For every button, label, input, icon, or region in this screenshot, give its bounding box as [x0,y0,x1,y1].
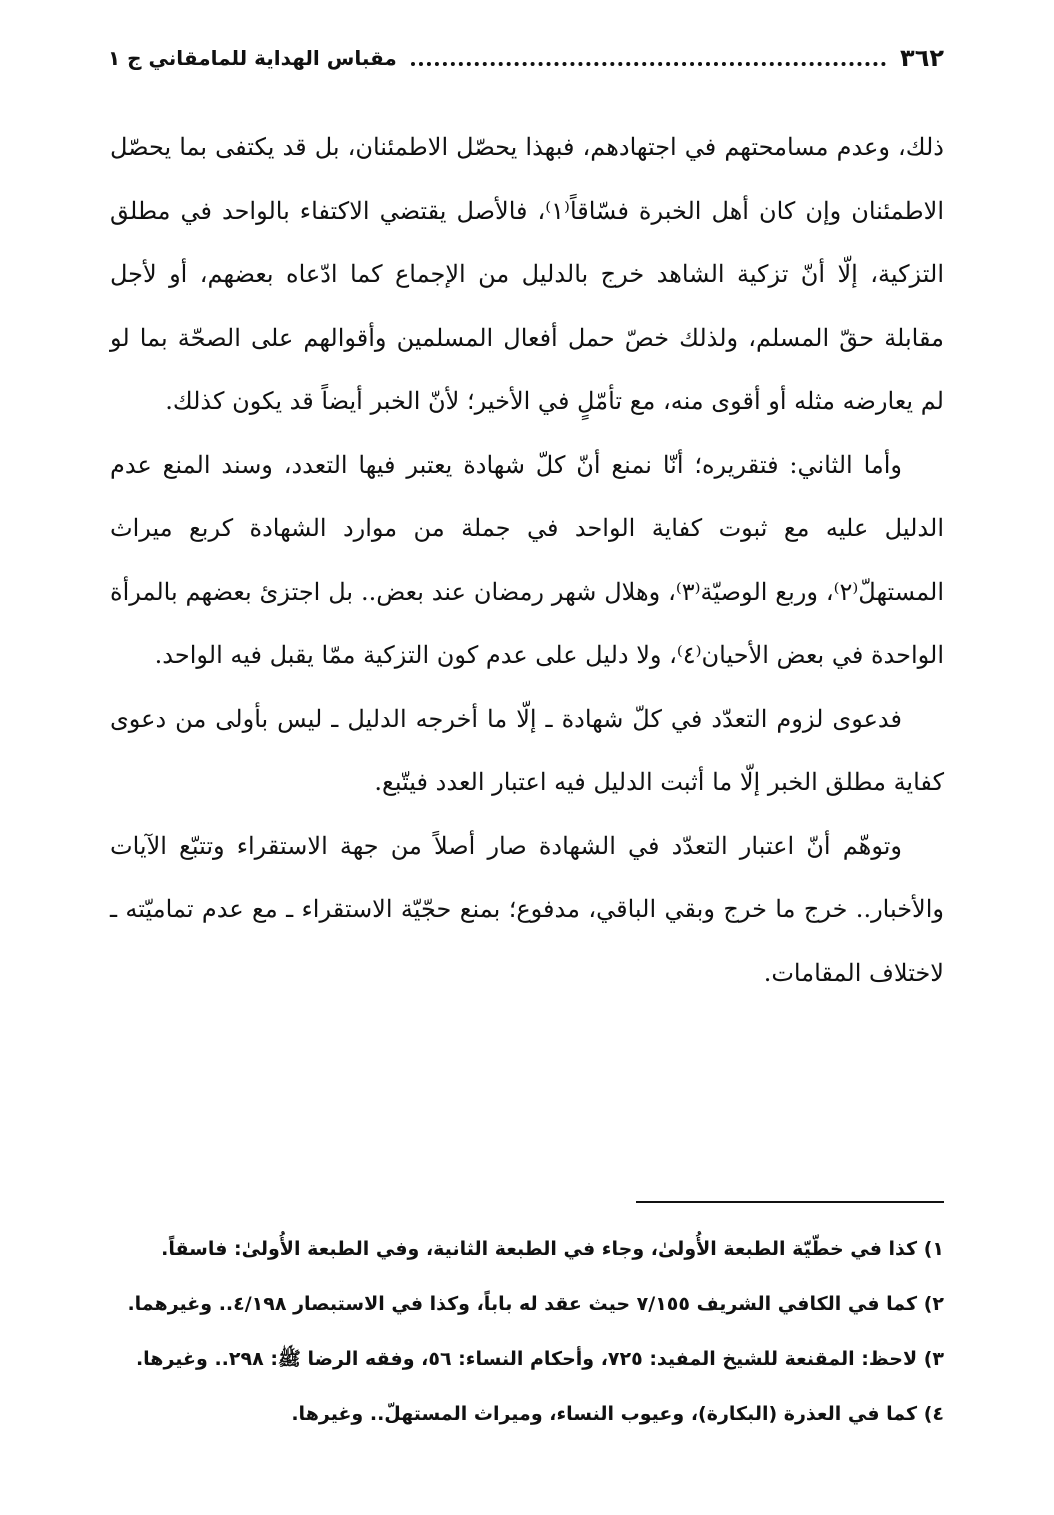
running-header [108,38,944,78]
footnote: ٣) لاحظ: المقنعة للشيخ المفيد: ٧٢٥، وأحكام النساء: ٥٦، وفقه الرضا ﷺ: ٢٩٨.. وغيرها. [135,1348,944,1370]
footnote: ١) كذا في خطّيّة الطبعة الأُولىٰ، وجاء في الطبعة الثانية، وفي الطبعة الأُولىٰ: فاسقاً. [161,1238,944,1260]
footnote: ٤) كما في العذرة (البكارة)، وعيوب النساء، وميراث المستهلّ.. وغيرها. [291,1403,944,1425]
footnotes [110,1222,944,1442]
paragraph: وتوهّم أنّ اعتبار التعدّد في الشهادة صار أصلاً من جهة الاستقراء وتتبّع الآيات والأخبار.. خرج ما خرج وبقي الباقي، مدفوع؛ بمنع حجّيّة الاستقراء ـ مع عدم تماميّته ـ لاختلاف المقامات. [110,831,944,987]
paragraph: ذلك، وعدم مسامحتهم في اجتهادهم، فبهذا يحصّل الاطمئنان، بل قد يكتفى بما يحصّل الاطمئنان وإن كان أهل الخبرة فسّاقاً⁽١⁾، فالأصل يقتضي الاكتفاء بالواحد في مطلق التزكية، إلّا أنّ تزكية الشاهد خرج بالدليل من الإجماع كما ادّعاه بعضهم، أو لأجل مقابلة حقّ المسلم، ولذلك خصّ حمل أفعال المسلمين وأقوالهم على الصحّة بما لو لم يعارضه مثله أو أقوى منه، مع تأمّلٍ في الأخير؛ لأنّ الخبر أيضاً قد يكون كذلك. [110,133,944,415]
footnote-separator [636,1201,944,1203]
footnote: ٢) كما في الكافي الشريف ٧/١٥٥ حيث عقد له باباً، وكذا في الاستبصار ٤/١٩٨.. وغيرهما. [127,1293,944,1315]
body-text [110,116,944,1005]
header-dot-leader [411,62,886,66]
paragraph: فدعوى لزوم التعدّد في كلّ شهادة ـ إلّا ما أخرجه الدليل ـ ليس بأولى من دعوى كفاية مطلق الخبر إلّا ما أثبت الدليل فيه اعتبار العدد فيتّبع. [110,704,944,796]
paragraph: وأما الثاني: فتقريره؛ أنّا نمنع أنّ كلّ شهادة يعتبر فيها التعدد، وسند المنع عدم الدليل عليه مع ثبوت كفاية الواحد في جملة من موارد الشهادة كربع ميراث المستهلّ⁽٢⁾، وربع الوصيّة⁽٣⁾، وهلال شهر رمضان عند بعض.. بل اجتزئ بعضهم بالمرأة الواحدة في بعض الأحيان⁽٤⁾، ولا دليل على عدم كون التزكية ممّا يقبل فيه الواحد. [110,450,945,669]
page-number: ٣٦٢ [900,44,944,72]
book-title: مقباس الهداية للمامقاني ج ١ [108,46,397,70]
